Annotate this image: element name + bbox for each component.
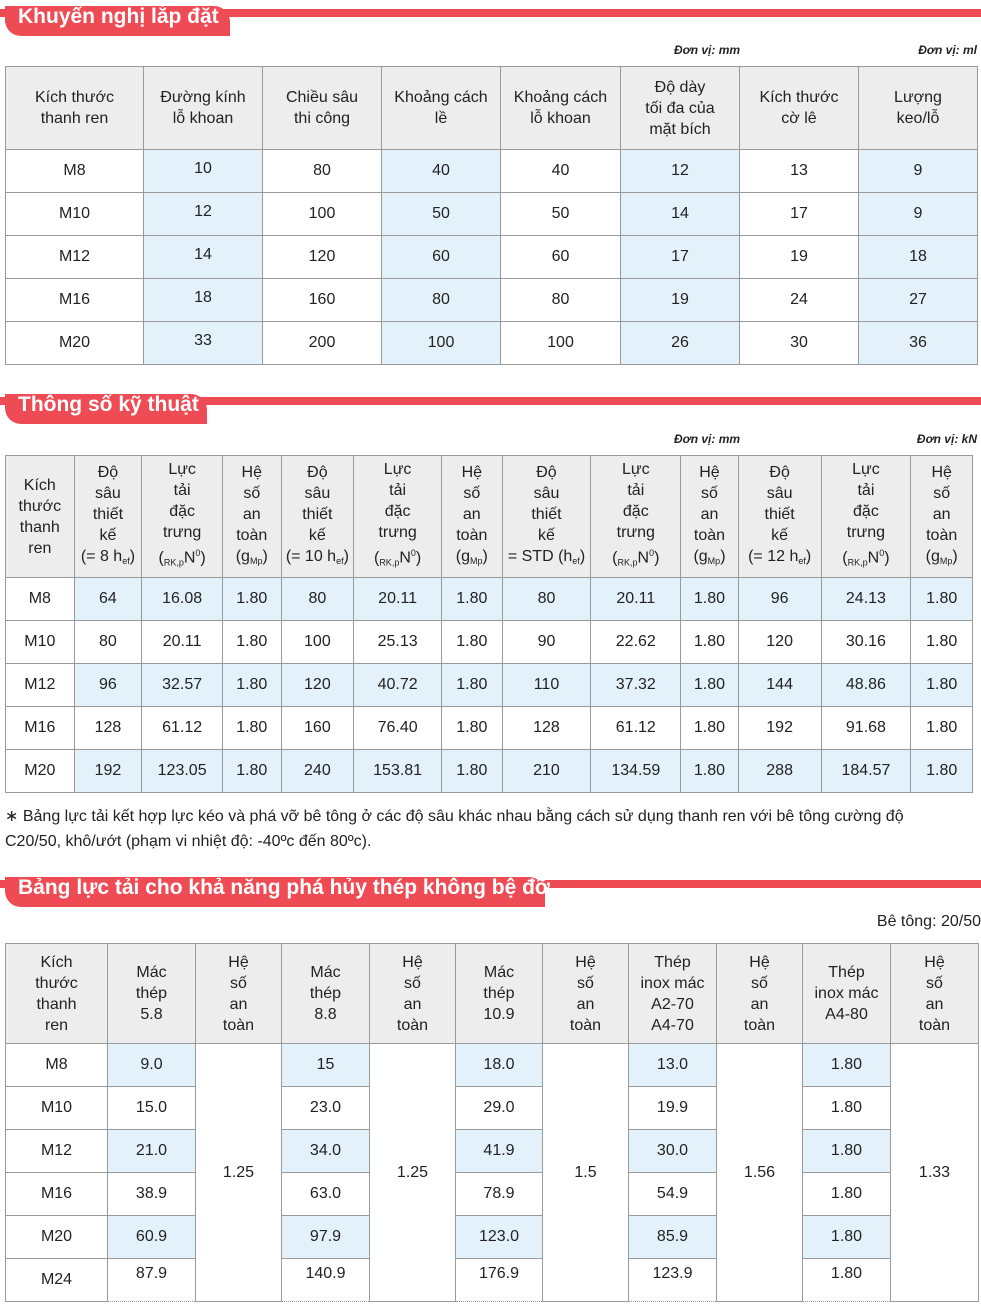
value-cell: 54.9 — [629, 1173, 717, 1216]
value-cell: 13.0 — [629, 1044, 717, 1087]
value-cell: 1.80 — [442, 621, 503, 664]
subscript: ef — [798, 555, 806, 566]
subscript: Mp — [469, 555, 483, 566]
column-header: Thép inox mác A2-70 A4-70 — [629, 944, 717, 1044]
value-cell: 19 — [740, 236, 859, 279]
column-header-size: Kích thước thanh ren — [6, 456, 75, 578]
value-cell: 90 — [502, 621, 591, 664]
value-cell: 76.40 — [354, 707, 442, 750]
size-cell: M12 — [6, 1130, 108, 1173]
subscript: Mp — [707, 555, 721, 566]
size-cell: M16 — [6, 707, 75, 750]
value-cell: 1.80 — [803, 1130, 891, 1173]
value-cell: 140.9 — [282, 1259, 370, 1302]
unit-label-left: Đơn vị: mm — [674, 432, 741, 446]
value-cell: 63.0 — [282, 1173, 370, 1216]
value-cell: 30.0 — [629, 1130, 717, 1173]
value-cell: 1.80 — [803, 1087, 891, 1130]
column-header-load: Lực tải đặc trưng $(_{RK,p}N^0)$ — [142, 456, 223, 578]
value-cell: 97.9 — [282, 1216, 370, 1259]
value-cell: 1.80 — [223, 750, 282, 793]
value-cell: 1.80 — [911, 578, 973, 621]
column-header: Khoảng cách lề — [382, 67, 501, 150]
value-cell: 9 — [859, 150, 978, 193]
value-cell: 1.80 — [442, 707, 503, 750]
value-cell: 60.9 — [108, 1216, 196, 1259]
column-header-depth: Độ sâu thiết kế = STD $(h_{ef})$ — [502, 456, 591, 578]
installation-section — [0, 0, 981, 370]
value-cell: 16.08 — [142, 578, 223, 621]
section-banner — [0, 871, 981, 907]
size-cell: M8 — [6, 1044, 108, 1087]
value-cell: 61.12 — [142, 707, 223, 750]
value-cell: 123.9 — [629, 1259, 717, 1302]
value-cell: 41.9 — [456, 1130, 543, 1173]
value-cell: 91.68 — [821, 707, 911, 750]
value-cell: 80 — [263, 150, 382, 193]
value-cell: 1.80 — [442, 750, 503, 793]
value-cell: 21.0 — [108, 1130, 196, 1173]
specifications-table — [5, 455, 973, 793]
value-cell: 19 — [621, 279, 740, 322]
value-cell: 87.9 — [108, 1259, 196, 1302]
value-cell: 24 — [740, 279, 859, 322]
value-cell: 60 — [382, 236, 501, 279]
column-header: Độ dày tối đa của mặt bích — [621, 67, 740, 150]
value-cell: 33 — [144, 322, 263, 365]
column-header-load: Lực tải đặc trưng $(_{RK,p}N^0)$ — [591, 456, 681, 578]
value-cell: 1.80 — [442, 664, 503, 707]
column-header: Mác thép 8.8 — [282, 944, 370, 1044]
value-cell: 80 — [502, 578, 591, 621]
column-header-depth: Độ sâu thiết kế (= 8 $h_{ef}$) — [74, 456, 142, 578]
subscript: RK,p — [617, 557, 638, 568]
size-cell: M20 — [6, 322, 144, 365]
value-cell: 1.80 — [911, 707, 973, 750]
table-row — [6, 1044, 979, 1087]
value-cell: 24.13 — [821, 578, 911, 621]
value-cell: 134.59 — [591, 750, 681, 793]
value-cell: 288 — [738, 750, 821, 793]
size-cell: M8 — [6, 150, 144, 193]
value-cell: 27 — [859, 279, 978, 322]
superscript: 0 — [649, 548, 655, 559]
value-cell: 128 — [74, 707, 142, 750]
value-cell: 1.80 — [223, 664, 282, 707]
note-line-1: ∗ Bảng lực tải kết hợp lực kéo và phá vỡ bê tông ở các độ sâu khác nhau bằng cách sử dụng thanh ren với bê tông cường độ — [5, 808, 904, 825]
value-cell: 123.0 — [456, 1216, 543, 1259]
size-cell: M16 — [6, 1173, 108, 1216]
column-header-load: Lực tải đặc trưng $(_{RK,p}N^0)$ — [354, 456, 442, 578]
value-cell: 10 — [144, 150, 263, 193]
value-cell: 50 — [382, 193, 501, 236]
value-cell: 14 — [144, 236, 263, 279]
value-cell: 37.32 — [591, 664, 681, 707]
value-cell: 160 — [263, 279, 382, 322]
value-cell: 200 — [263, 322, 382, 365]
column-header-safety: Hệ số an toàn $(g_{Mp})$ — [223, 456, 282, 578]
size-cell: M8 — [6, 578, 75, 621]
value-cell: 96 — [74, 664, 142, 707]
value-cell: 20.11 — [354, 578, 442, 621]
value-cell: 100 — [263, 193, 382, 236]
table-row — [6, 707, 973, 750]
size-cell: M12 — [6, 664, 75, 707]
table-row — [6, 236, 978, 279]
safety-factor-cell: 1.25 — [196, 1044, 282, 1302]
table-row — [6, 1216, 979, 1259]
value-cell: 32.57 — [142, 664, 223, 707]
value-cell: 128 — [502, 707, 591, 750]
value-cell: 12 — [144, 193, 263, 236]
unit-label-left: Đơn vị: mm — [674, 43, 741, 57]
superscript: 0 — [195, 548, 201, 559]
value-cell: 15.0 — [108, 1087, 196, 1130]
value-cell: 13 — [740, 150, 859, 193]
value-cell: 30 — [740, 322, 859, 365]
value-cell: 100 — [501, 322, 621, 365]
value-cell: 36 — [859, 322, 978, 365]
subscript: RK,p — [847, 557, 868, 568]
table-row — [6, 1087, 979, 1130]
table-row — [6, 1259, 979, 1302]
column-header: Chiều sâu thi công — [263, 67, 382, 150]
column-header-load: Lực tải đặc trưng $(_{RK,p}N^0)$ — [821, 456, 911, 578]
size-cell: M10 — [6, 621, 75, 664]
value-cell: 30.16 — [821, 621, 911, 664]
value-cell: 14 — [621, 193, 740, 236]
installation-table — [5, 66, 978, 365]
column-header: Thép inox mác A4-80 — [803, 944, 891, 1044]
value-cell: 34.0 — [282, 1130, 370, 1173]
section-title: Bảng lực tải cho khả năng phá hủy thép không bệ đỡ — [18, 876, 550, 899]
specifications-section — [0, 388, 981, 858]
column-header: Hệ số an toàn — [370, 944, 456, 1044]
column-header-depth: Độ sâu thiết kế (= 10 $h_{ef}$) — [281, 456, 354, 578]
note-line-2: C20/50, khô/ướt (phạm vi nhiệt độ: -40ºc đến 80ºc). — [5, 833, 372, 850]
value-cell: 9 — [859, 193, 978, 236]
table-row — [6, 578, 973, 621]
value-cell: 1.80 — [681, 750, 739, 793]
size-cell: M24 — [6, 1259, 108, 1302]
value-cell: 38.9 — [108, 1173, 196, 1216]
size-cell: M12 — [6, 236, 144, 279]
table-row — [6, 279, 978, 322]
value-cell: 20.11 — [591, 578, 681, 621]
column-header: Mác thép 10.9 — [456, 944, 543, 1044]
value-cell: 12 — [621, 150, 740, 193]
subscript: ef — [572, 555, 580, 566]
value-cell: 1.80 — [223, 578, 282, 621]
unit-label-right: Đơn vị: kN — [916, 432, 977, 446]
value-cell: 60 — [501, 236, 621, 279]
safety-factor-cell: 1.25 — [370, 1044, 456, 1302]
subscript: Mp — [939, 555, 953, 566]
value-cell: 80 — [382, 279, 501, 322]
table-row — [6, 750, 973, 793]
table-row — [6, 150, 978, 193]
table-row — [6, 664, 973, 707]
value-cell: 176.9 — [456, 1259, 543, 1302]
subscript: ef — [122, 555, 130, 566]
value-cell: 61.12 — [591, 707, 681, 750]
column-header: Hệ số an toàn — [891, 944, 979, 1044]
value-cell: 64 — [74, 578, 142, 621]
table-note — [5, 804, 981, 854]
subscript: RK,p — [163, 557, 184, 568]
value-cell: 240 — [281, 750, 354, 793]
value-cell: 1.80 — [911, 750, 973, 793]
column-header-safety: Hệ số an toàn $(g_{Mp})$ — [681, 456, 739, 578]
steel-failure-table — [5, 943, 979, 1302]
subscript: RK,p — [379, 557, 400, 568]
value-cell: 22.62 — [591, 621, 681, 664]
value-cell: 144 — [738, 664, 821, 707]
table-row — [6, 322, 978, 365]
size-cell: M10 — [6, 193, 144, 236]
column-header: Hệ số an toàn — [717, 944, 803, 1044]
value-cell: 1.80 — [803, 1044, 891, 1087]
size-cell: M20 — [6, 1216, 108, 1259]
value-cell: 18 — [144, 279, 263, 322]
value-cell: 15 — [282, 1044, 370, 1087]
value-cell: 23.0 — [282, 1087, 370, 1130]
value-cell: 29.0 — [456, 1087, 543, 1130]
value-cell: 85.9 — [629, 1216, 717, 1259]
concrete-grade-label: Bê tông: 20/50 — [876, 913, 981, 930]
subscript: Mp — [249, 555, 263, 566]
value-cell: 17 — [740, 193, 859, 236]
value-cell: 1.80 — [223, 707, 282, 750]
value-cell: 160 — [281, 707, 354, 750]
safety-factor-cell: 1.56 — [717, 1044, 803, 1302]
value-cell: 1.80 — [681, 664, 739, 707]
value-cell: 40 — [382, 150, 501, 193]
value-cell: 192 — [738, 707, 821, 750]
column-header-safety: Hệ số an toàn $(g_{Mp})$ — [911, 456, 973, 578]
value-cell: 120 — [263, 236, 382, 279]
unit-label-right: Đơn vị: ml — [918, 43, 977, 57]
value-cell: 120 — [738, 621, 821, 664]
value-cell: 1.80 — [223, 621, 282, 664]
value-cell: 9.0 — [108, 1044, 196, 1087]
table-row — [6, 193, 978, 236]
column-header: Kích thước thanh ren — [6, 944, 108, 1044]
value-cell: 210 — [502, 750, 591, 793]
column-header-safety: Hệ số an toàn $(g_{Mp})$ — [442, 456, 503, 578]
column-header: Kích thước thanh ren — [6, 67, 144, 150]
column-header: Đường kính lỗ khoan — [144, 67, 263, 150]
value-cell: 120 — [281, 664, 354, 707]
section-title: Khuyến nghị lắp đặt — [18, 5, 219, 28]
value-cell: 1.80 — [681, 621, 739, 664]
value-cell: 50 — [501, 193, 621, 236]
size-cell: M16 — [6, 279, 144, 322]
value-cell: 100 — [382, 322, 501, 365]
value-cell: 40 — [501, 150, 621, 193]
value-cell: 1.80 — [911, 664, 973, 707]
value-cell: 78.9 — [456, 1173, 543, 1216]
table-row — [6, 621, 973, 664]
value-cell: 1.80 — [803, 1259, 891, 1302]
value-cell: 18 — [859, 236, 978, 279]
value-cell: 80 — [281, 578, 354, 621]
section-banner — [0, 388, 981, 424]
value-cell: 1.80 — [803, 1173, 891, 1216]
value-cell: 80 — [74, 621, 142, 664]
value-cell: 17 — [621, 236, 740, 279]
value-cell: 1.80 — [681, 578, 739, 621]
value-cell: 48.86 — [821, 664, 911, 707]
value-cell: 18.0 — [456, 1044, 543, 1087]
value-cell: 100 — [281, 621, 354, 664]
safety-factor-cell: 1.5 — [543, 1044, 629, 1302]
superscript: 0 — [410, 548, 416, 559]
value-cell: 1.80 — [911, 621, 973, 664]
section-title: Thông số kỹ thuật — [18, 393, 199, 416]
size-cell: M10 — [6, 1087, 108, 1130]
value-cell: 96 — [738, 578, 821, 621]
value-cell: 184.57 — [821, 750, 911, 793]
value-cell: 153.81 — [354, 750, 442, 793]
column-header-depth: Độ sâu thiết kế (= 12 $h_{ef}$) — [738, 456, 821, 578]
column-header: Khoảng cách lỗ khoan — [501, 67, 621, 150]
value-cell: 192 — [74, 750, 142, 793]
table-row — [6, 1130, 979, 1173]
column-header: Kích thước cờ lê — [740, 67, 859, 150]
value-cell: 26 — [621, 322, 740, 365]
value-cell: 1.80 — [442, 578, 503, 621]
section-banner — [0, 0, 981, 36]
column-header: Lượng keo/lỗ — [859, 67, 978, 150]
column-header: Mác thép 5.8 — [108, 944, 196, 1044]
value-cell: 110 — [502, 664, 591, 707]
value-cell: 25.13 — [354, 621, 442, 664]
value-cell: 123.05 — [142, 750, 223, 793]
column-header: Hệ số an toàn — [543, 944, 629, 1044]
subscript: ef — [336, 555, 344, 566]
value-cell: 40.72 — [354, 664, 442, 707]
column-header: Hệ số an toàn — [196, 944, 282, 1044]
safety-factor-cell: 1.33 — [891, 1044, 979, 1302]
value-cell: 1.80 — [681, 707, 739, 750]
steel-failure-section — [0, 871, 981, 1315]
value-cell: 1.80 — [803, 1216, 891, 1259]
value-cell: 20.11 — [142, 621, 223, 664]
superscript: 0 — [879, 548, 885, 559]
value-cell: 19.9 — [629, 1087, 717, 1130]
value-cell: 80 — [501, 279, 621, 322]
size-cell: M20 — [6, 750, 75, 793]
table-row — [6, 1173, 979, 1216]
